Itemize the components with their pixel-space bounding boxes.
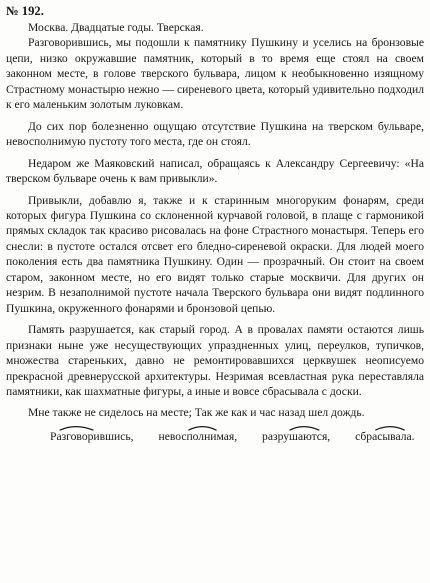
analysed-word-1: Разговорившись, xyxy=(28,429,134,444)
root-arc-icon xyxy=(240,423,330,431)
paragraph-2: До сих пор болезненно ощущаю отсутствие Пушкина на тверском бульваре, невосполнимую пустоту того места, где он стоял. xyxy=(6,119,424,149)
paragraph-5: Память разрушается, как старый город. А в провалах памяти остаются лишь признаки ныне уже несуществующих упраздненных улиц, переулков, тупичков, множества стареньких, давно не ремонтировавшихся церквушек неописуемо прекрасной древнерусской архитектуры. Незримая всевластная рука переставляла памятники, как шахматные фигуры, а иные и вовсе сбрасывала с доски. xyxy=(6,323,424,398)
analysed-word-2: невосполнимая, xyxy=(136,429,237,444)
root-arc-icon xyxy=(136,423,237,431)
root-arc-icon xyxy=(333,423,414,431)
paragraph-4: Привыкли, добавлю я, также и к старинным многоруким фонарям, среди которых фигура Пушкина со склоненной курчавой головой, в плаще с гармоникой прямых складок так красиво рисовалась на фоне Страстного монастыря. Теперь его снесли: в пустоте остался отсвет его бледно-сиреневой окраски. Для людей моего поколения есть два памятника Пушкину. Один — прозрачный. Он стоит на своем старом, законном месте, но его видят только старые москвичи. Для других он незрим. В незаполнимой пустоте начала Тверского бульвара они видят подлинного Пушкина, окруженного фонарями и бронзовой цепью. xyxy=(6,193,424,315)
text-subtitle: Москва. Двадцатые годы. Тверская. xyxy=(28,21,204,34)
paragraph-1: Разговорившись, мы подошли к памятнику Пушкину и уселись на бронзовые цепи, низко окружавшие памятник, который в то время еще стоял на своем законном месте, в голове тверского бульвара, лицом к необыкновенно изящному Страстному монастырю нежно — сиреневого цвета, который удивительно подходил к его маленьким золотым луковкам. xyxy=(6,36,424,112)
root-arc-icon xyxy=(28,423,134,431)
analysed-word-3: разрушаются, xyxy=(240,429,330,444)
paragraph-6: Мне также не сиделось на месте; Так же как и час назад шел дождь. xyxy=(28,406,365,420)
analysed-word-4: сбрасывала. xyxy=(333,429,414,444)
analysed-words-line xyxy=(6,429,424,444)
exercise-number: № 192. xyxy=(6,4,44,18)
paragraph-3: Недаром же Маяковский написал, обращаясь к Александру Сергеевичу: «На тверском бульваре очень к вам привыкли». xyxy=(6,156,424,186)
